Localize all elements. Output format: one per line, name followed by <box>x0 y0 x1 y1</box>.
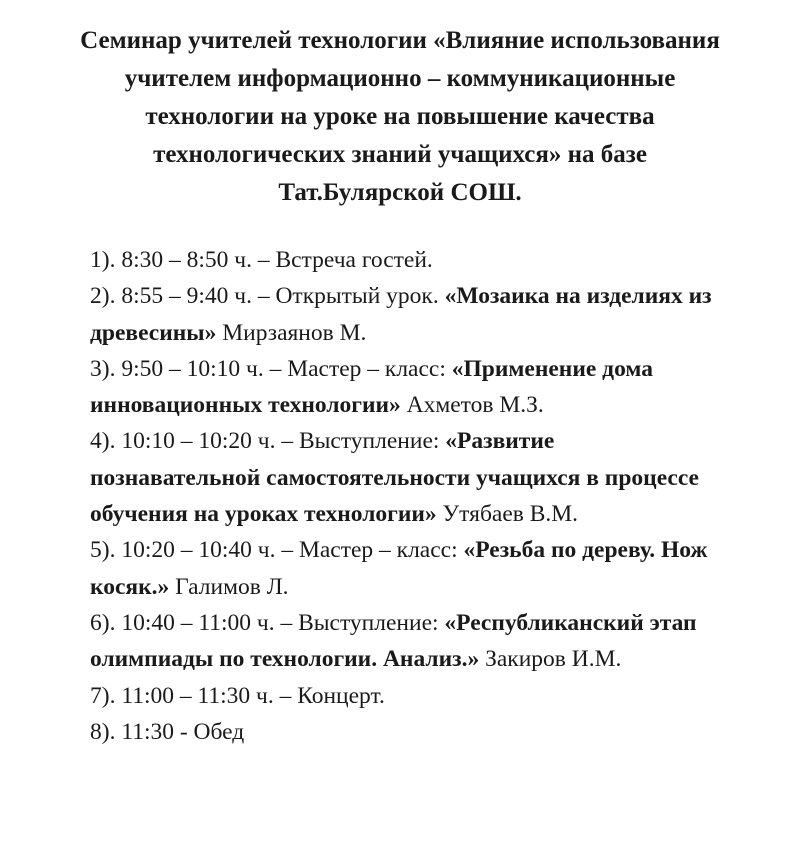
item-time: 1). 8:30 – 8:50 ч. – Встреча гостей. <box>90 247 433 273</box>
item-topic: «Республиканский этап олимпиады по технологии. Анализ.» <box>90 609 697 673</box>
item-speaker: Галимов Л. <box>169 573 289 600</box>
item-topic: «Мозаика на изделиях из древесины» <box>90 283 712 346</box>
program-item-8 <box>90 714 730 750</box>
program-item-3 <box>90 351 730 424</box>
item-time: 2). 8:55 – 9:40 ч. – Открытый урок. <box>90 283 445 310</box>
document-title: Семинар учителей технологии «Влияние использования учителем информационно – коммуникационные технологии на уроке на повышение качества технологических знаний учащихся» на базе Тат.Булярской СОШ. <box>80 27 720 206</box>
item-time: 8). 11:30 - Обед <box>90 718 245 745</box>
item-topic: «Развитие познавательной самостоятельности учащихся в процессе обучения на уроках технологии» <box>90 428 699 528</box>
item-speaker: Закиров И.М. <box>479 646 622 673</box>
item-time: 5). 10:20 – 10:40 ч. – Мастер – класс: <box>90 537 464 564</box>
item-speaker: Ахметов М.З. <box>400 392 544 419</box>
item-topic: «Резьба по дереву. Нож косяк.» <box>90 537 708 600</box>
item-speaker: Мирзаянов М. <box>216 319 367 346</box>
program-item-1 <box>90 242 730 278</box>
program-list <box>90 242 730 750</box>
item-time: 6). 10:40 – 11:00 ч. – Выступление: <box>90 609 445 636</box>
item-topic: «Применение дома инновационных технологии» <box>90 355 653 419</box>
program-item-2 <box>90 278 730 351</box>
item-speaker: Утябаев В.М. <box>436 501 579 528</box>
program-item-7 <box>90 678 730 714</box>
item-time: 4). 10:10 – 10:20 ч. – Выступление: <box>90 428 446 455</box>
program-item-5 <box>90 532 730 605</box>
item-time: 7). 11:00 – 11:30 ч. – Концерт. <box>90 682 385 709</box>
program-item-6 <box>90 605 730 678</box>
item-time: 3). 9:50 – 10:10 ч. – Мастер – класс: <box>90 355 452 382</box>
program-item-4 <box>90 423 730 532</box>
